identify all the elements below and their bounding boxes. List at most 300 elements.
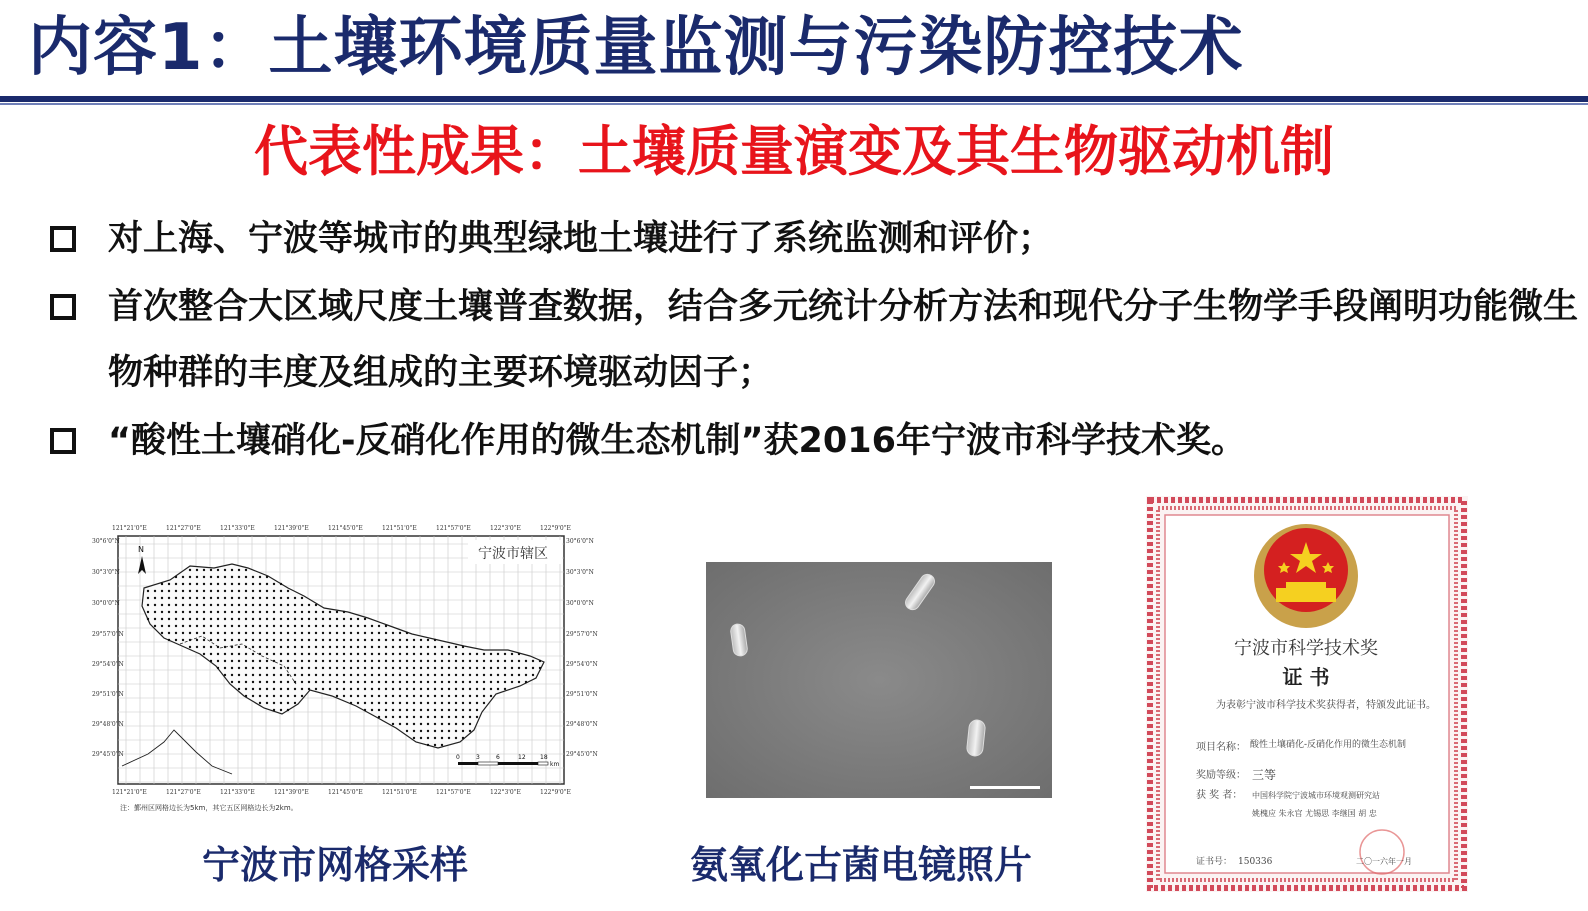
sample-point — [315, 625, 317, 627]
sample-point — [203, 583, 205, 585]
cert-project-label: 项目名称： — [1196, 742, 1246, 753]
map-left-tick: 29°57'0"N — [92, 631, 124, 638]
map-left-tick: 30°3'0"N — [92, 569, 120, 576]
sample-point — [210, 576, 212, 578]
sample-point — [336, 625, 338, 627]
sample-point — [224, 639, 226, 641]
sample-point — [280, 695, 282, 697]
ningbo-grid-sampling-map — [92, 516, 598, 822]
sample-point — [350, 618, 352, 620]
sample-point — [469, 702, 471, 704]
sample-point — [259, 625, 261, 627]
sample-point — [245, 583, 247, 585]
sample-point — [224, 583, 226, 585]
map-inset-label: 宁波市辖区 — [478, 546, 548, 562]
sample-point — [252, 674, 254, 676]
sample-point — [497, 674, 499, 676]
sample-point — [350, 639, 352, 641]
sample-point — [273, 681, 275, 683]
sample-point — [168, 597, 170, 599]
sample-point — [420, 646, 422, 648]
sample-point — [217, 625, 219, 627]
sample-point — [476, 667, 478, 669]
sample-point — [497, 667, 499, 669]
sample-point — [315, 618, 317, 620]
sample-point — [392, 695, 394, 697]
sample-point — [350, 660, 352, 662]
cert-no-value: 150336 — [1238, 857, 1273, 867]
sample-point — [357, 674, 359, 676]
scale-tick: 12 — [518, 754, 526, 761]
sample-point — [182, 639, 184, 641]
sample-point — [329, 611, 331, 613]
sample-point — [413, 716, 415, 718]
sample-point — [238, 590, 240, 592]
sample-point — [364, 709, 366, 711]
sample-point — [329, 632, 331, 634]
sample-point — [301, 597, 303, 599]
sample-point — [511, 674, 513, 676]
sample-point — [406, 646, 408, 648]
sample-point — [455, 688, 457, 690]
sem-scale-bar — [970, 786, 1040, 789]
sample-point — [322, 618, 324, 620]
sample-point — [413, 730, 415, 732]
sample-point — [399, 639, 401, 641]
sample-point — [483, 681, 485, 683]
sample-point — [448, 716, 450, 718]
sample-point — [287, 618, 289, 620]
sample-point — [427, 660, 429, 662]
sample-point — [441, 716, 443, 718]
sample-point — [175, 625, 177, 627]
sample-point — [203, 569, 205, 571]
sample-point — [504, 653, 506, 655]
sample-point — [399, 632, 401, 634]
sample-point — [385, 632, 387, 634]
sample-point — [231, 625, 233, 627]
sample-point — [532, 674, 534, 676]
sample-point — [224, 590, 226, 592]
sample-point — [182, 632, 184, 634]
sample-point — [301, 667, 303, 669]
sample-point — [434, 674, 436, 676]
sample-point — [483, 688, 485, 690]
sample-point — [497, 681, 499, 683]
sample-point — [203, 625, 205, 627]
sample-point — [385, 695, 387, 697]
cert-award-name: 宁波市科学技术奖 — [1234, 638, 1378, 659]
sample-point — [343, 625, 345, 627]
sample-point — [427, 646, 429, 648]
sample-point — [364, 667, 366, 669]
sample-point — [294, 632, 296, 634]
sample-point — [210, 590, 212, 592]
sample-point — [147, 604, 149, 606]
sample-point — [462, 695, 464, 697]
sample-point — [441, 737, 443, 739]
sample-point — [427, 744, 429, 746]
sample-point — [294, 702, 296, 704]
map-right-tick: 29°51'0"N — [566, 691, 598, 698]
sample-point — [364, 625, 366, 627]
bullet-text: 对上海、宁波等城市的典型绿地土壤进行了系统监测和评价； — [108, 219, 1054, 259]
sample-point — [350, 688, 352, 690]
sample-point — [322, 681, 324, 683]
sample-point — [448, 653, 450, 655]
sample-point — [406, 723, 408, 725]
map-left-tick: 30°0'0"N — [92, 600, 120, 607]
sample-point — [462, 681, 464, 683]
sample-point — [462, 646, 464, 648]
sample-point — [350, 632, 352, 634]
sample-point — [378, 716, 380, 718]
sample-point — [385, 646, 387, 648]
sample-point — [231, 590, 233, 592]
sample-point — [322, 611, 324, 613]
sample-point — [154, 604, 156, 606]
sample-point — [455, 695, 457, 697]
sample-point — [196, 590, 198, 592]
sample-point — [266, 625, 268, 627]
sample-point — [336, 674, 338, 676]
sample-point — [259, 702, 261, 704]
sample-point — [210, 583, 212, 585]
sample-point — [252, 695, 254, 697]
sample-point — [196, 597, 198, 599]
sample-point — [161, 618, 163, 620]
sample-point — [364, 688, 366, 690]
sample-point — [231, 674, 233, 676]
sample-point — [168, 618, 170, 620]
map-left-tick: 29°51'0"N — [92, 691, 124, 698]
sample-point — [427, 730, 429, 732]
sample-point — [231, 604, 233, 606]
sample-point — [252, 646, 254, 648]
sample-point — [441, 660, 443, 662]
sample-point — [308, 667, 310, 669]
sample-point — [392, 667, 394, 669]
sample-point — [280, 590, 282, 592]
sample-point — [203, 632, 205, 634]
map-left-tick: 29°54'0"N — [92, 661, 124, 668]
sample-point — [252, 660, 254, 662]
sample-point — [231, 646, 233, 648]
map-top-tick: 121°39'0"E — [274, 525, 309, 532]
sample-point — [420, 716, 422, 718]
sample-point — [497, 660, 499, 662]
sample-point — [490, 695, 492, 697]
sample-point — [217, 569, 219, 571]
sample-point — [161, 590, 163, 592]
sample-point — [203, 618, 205, 620]
sample-point — [413, 695, 415, 697]
sample-point — [252, 681, 254, 683]
sample-point — [406, 681, 408, 683]
sample-point — [287, 611, 289, 613]
sample-point — [273, 646, 275, 648]
sample-point — [518, 653, 520, 655]
sample-point — [182, 611, 184, 613]
sample-point — [196, 583, 198, 585]
sample-point — [357, 681, 359, 683]
sample-point — [308, 660, 310, 662]
sample-point — [469, 667, 471, 669]
sample-point — [224, 660, 226, 662]
sample-point — [441, 674, 443, 676]
sample-point — [343, 653, 345, 655]
sample-point — [322, 688, 324, 690]
sample-point — [462, 674, 464, 676]
sample-point — [497, 653, 499, 655]
sample-point — [455, 716, 457, 718]
sample-point — [462, 723, 464, 725]
sample-point — [280, 604, 282, 606]
sample-point — [455, 667, 457, 669]
sample-point — [413, 646, 415, 648]
sample-point — [308, 674, 310, 676]
sample-point — [448, 723, 450, 725]
bullet-item — [48, 408, 1578, 474]
sample-point — [322, 639, 324, 641]
sample-point — [280, 618, 282, 620]
cert-winner-names: 姚槐应 朱永官 尤锡思 李继国 胡 忠 — [1252, 809, 1377, 818]
sample-point — [406, 667, 408, 669]
title-divider-thin — [0, 103, 1588, 105]
sample-point — [182, 597, 184, 599]
sample-point — [238, 646, 240, 648]
sample-point — [203, 597, 205, 599]
sample-point — [448, 737, 450, 739]
sample-point — [455, 709, 457, 711]
sample-point — [273, 688, 275, 690]
sample-point — [301, 660, 303, 662]
sample-point — [315, 604, 317, 606]
sample-point — [378, 674, 380, 676]
sample-point — [469, 716, 471, 718]
sample-point — [455, 646, 457, 648]
sample-point — [175, 604, 177, 606]
sample-point — [287, 660, 289, 662]
sample-point — [266, 576, 268, 578]
sample-point — [406, 653, 408, 655]
map-top-tick: 121°21'0"E — [112, 525, 147, 532]
sample-point — [350, 625, 352, 627]
sample-point — [392, 646, 394, 648]
sample-point — [266, 618, 268, 620]
sample-point — [238, 597, 240, 599]
sample-point — [308, 688, 310, 690]
sample-point — [371, 660, 373, 662]
sample-point — [147, 590, 149, 592]
sample-point — [455, 681, 457, 683]
sample-point — [245, 660, 247, 662]
sample-point — [189, 583, 191, 585]
sample-point — [231, 597, 233, 599]
sample-point — [273, 667, 275, 669]
sample-point — [147, 597, 149, 599]
sample-point — [462, 702, 464, 704]
map-bottom-tick: 121°57'0"E — [436, 789, 471, 796]
sample-point — [217, 604, 219, 606]
sample-point — [448, 674, 450, 676]
sample-point — [259, 583, 261, 585]
sample-point — [287, 604, 289, 606]
sample-point — [329, 688, 331, 690]
sample-point — [462, 660, 464, 662]
sample-point — [469, 681, 471, 683]
sample-point — [238, 625, 240, 627]
sample-point — [490, 681, 492, 683]
sample-point — [182, 625, 184, 627]
sample-point — [308, 604, 310, 606]
sample-point — [280, 709, 282, 711]
sample-point — [420, 660, 422, 662]
sample-point — [175, 590, 177, 592]
sample-point — [203, 653, 205, 655]
sample-point — [448, 695, 450, 697]
sample-point — [294, 618, 296, 620]
sample-point — [357, 639, 359, 641]
sample-point — [364, 681, 366, 683]
sample-point — [350, 674, 352, 676]
sample-point — [175, 597, 177, 599]
sample-point — [371, 632, 373, 634]
sample-point — [350, 646, 352, 648]
sample-point — [392, 723, 394, 725]
scale-tick: 18 — [540, 754, 548, 761]
sample-point — [427, 667, 429, 669]
sample-point — [294, 611, 296, 613]
sample-point — [273, 625, 275, 627]
sample-point — [378, 646, 380, 648]
sample-point — [378, 639, 380, 641]
map-bottom-tick: 121°21'0"E — [112, 789, 147, 796]
sample-point — [252, 618, 254, 620]
sample-point — [441, 730, 443, 732]
sample-point — [371, 625, 373, 627]
sample-point — [378, 653, 380, 655]
sample-point — [343, 660, 345, 662]
sample-point — [252, 632, 254, 634]
cert-no-label: 证书号： — [1196, 857, 1233, 867]
sample-point — [525, 681, 527, 683]
sample-point — [280, 583, 282, 585]
sample-point — [238, 611, 240, 613]
sample-point — [210, 660, 212, 662]
sample-point — [273, 674, 275, 676]
sample-point — [217, 583, 219, 585]
sample-point — [161, 597, 163, 599]
sample-point — [469, 674, 471, 676]
sample-point — [364, 646, 366, 648]
sample-point — [189, 646, 191, 648]
sample-point — [315, 639, 317, 641]
sample-point — [287, 632, 289, 634]
sample-point — [504, 681, 506, 683]
sample-point — [266, 674, 268, 676]
sample-point — [217, 632, 219, 634]
sample-point — [266, 583, 268, 585]
sample-point — [147, 611, 149, 613]
sample-point — [357, 625, 359, 627]
sample-point — [238, 681, 240, 683]
sample-point — [434, 653, 436, 655]
sample-point — [231, 653, 233, 655]
sample-point — [315, 674, 317, 676]
sample-point — [252, 639, 254, 641]
sample-point — [357, 646, 359, 648]
sample-point — [315, 611, 317, 613]
sample-point — [168, 583, 170, 585]
sample-point — [147, 618, 149, 620]
sample-point — [371, 709, 373, 711]
sample-point — [231, 681, 233, 683]
sample-point — [161, 611, 163, 613]
sample-point — [441, 702, 443, 704]
sample-point — [385, 639, 387, 641]
sample-point — [238, 618, 240, 620]
sample-point — [294, 639, 296, 641]
sample-point — [224, 569, 226, 571]
sample-point — [210, 646, 212, 648]
sample-point — [266, 660, 268, 662]
sample-point — [217, 646, 219, 648]
sample-point — [420, 674, 422, 676]
sample-point — [168, 625, 170, 627]
sample-point — [175, 632, 177, 634]
sample-point — [483, 695, 485, 697]
sample-point — [371, 695, 373, 697]
sample-point — [245, 618, 247, 620]
sample-point — [259, 604, 261, 606]
sample-point — [469, 660, 471, 662]
sample-point — [329, 667, 331, 669]
sample-point — [357, 660, 359, 662]
sample-point — [406, 730, 408, 732]
sample-point — [476, 688, 478, 690]
sample-point — [175, 618, 177, 620]
sample-point — [315, 653, 317, 655]
sample-point — [476, 674, 478, 676]
sample-point — [266, 695, 268, 697]
sample-point — [154, 590, 156, 592]
sample-point — [455, 660, 457, 662]
sample-point — [336, 639, 338, 641]
sample-point — [476, 681, 478, 683]
sample-point — [287, 667, 289, 669]
sample-point — [203, 604, 205, 606]
sample-point — [336, 695, 338, 697]
sample-point — [420, 688, 422, 690]
sample-point — [350, 702, 352, 704]
sample-point — [315, 660, 317, 662]
sample-point — [175, 639, 177, 641]
map-note: 注：鄞州区网格边长为5km，其它五区网格边长为2km。 — [120, 804, 298, 812]
sample-point — [231, 618, 233, 620]
sample-point — [238, 660, 240, 662]
sample-point — [259, 590, 261, 592]
sample-point — [217, 611, 219, 613]
sample-point — [343, 688, 345, 690]
sample-point — [224, 667, 226, 669]
sample-point — [294, 660, 296, 662]
sample-point — [497, 688, 499, 690]
sample-point — [196, 646, 198, 648]
sample-point — [266, 590, 268, 592]
sample-point — [259, 681, 261, 683]
sample-point — [413, 723, 415, 725]
